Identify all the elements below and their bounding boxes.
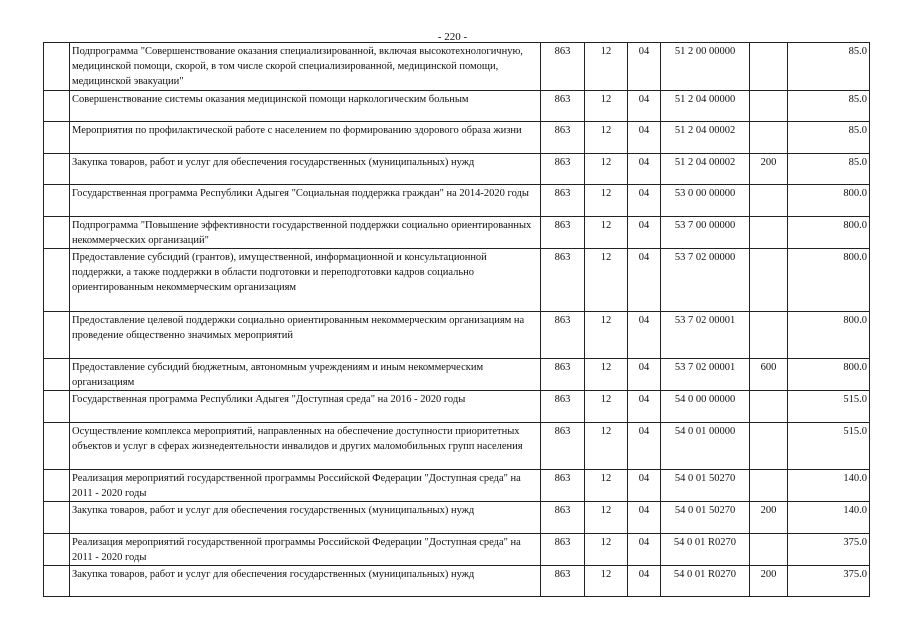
row-subsection: 04: [628, 391, 661, 423]
row-target: 54 0 00 00000: [661, 391, 750, 423]
row-section: 12: [585, 391, 628, 423]
table-row: [44, 312, 870, 359]
row-amount: 85.0: [788, 91, 870, 122]
table-row: [44, 423, 870, 470]
blank-cell: [44, 43, 70, 91]
row-code: 863: [541, 423, 585, 470]
row-code: 863: [541, 391, 585, 423]
table-row: [44, 249, 870, 312]
row-target: 51 2 04 00002: [661, 154, 750, 185]
row-subsection: 04: [628, 122, 661, 154]
table-row: [44, 217, 870, 249]
table-row: [44, 122, 870, 154]
blank-cell: [44, 359, 70, 391]
table-row: [44, 185, 870, 217]
row-section: 12: [585, 423, 628, 470]
table-row: [44, 359, 870, 391]
row-exp-type: [750, 470, 788, 502]
row-amount: 140.0: [788, 502, 870, 534]
row-section: 12: [585, 249, 628, 312]
row-exp-type: 200: [750, 502, 788, 534]
row-target: 53 7 02 00001: [661, 312, 750, 359]
row-code: 863: [541, 502, 585, 534]
row-exp-type: [750, 312, 788, 359]
blank-cell: [44, 91, 70, 122]
row-section: 12: [585, 470, 628, 502]
row-subsection: 04: [628, 359, 661, 391]
row-name: Предоставление целевой поддержки социально ориентированным некоммерческим организациям на проведение общественно значимых мероприятий: [70, 312, 541, 359]
table-row: [44, 154, 870, 185]
table-row: [44, 43, 870, 91]
row-name: Осуществление комплекса мероприятий, направленных на обеспечение доступности приоритетных объектов и услуг в сферах жизнедеятельности инвалидов и других маломобильных групп населения: [70, 423, 541, 470]
row-amount: 515.0: [788, 423, 870, 470]
row-subsection: 04: [628, 534, 661, 566]
blank-cell: [44, 423, 70, 470]
row-code: 863: [541, 43, 585, 91]
row-subsection: 04: [628, 249, 661, 312]
row-amount: 85.0: [788, 154, 870, 185]
blank-cell: [44, 154, 70, 185]
row-exp-type: [750, 249, 788, 312]
row-exp-type: 600: [750, 359, 788, 391]
blank-cell: [44, 470, 70, 502]
row-exp-type: [750, 43, 788, 91]
blank-cell: [44, 566, 70, 597]
blank-cell: [44, 534, 70, 566]
blank-cell: [44, 312, 70, 359]
row-amount: 800.0: [788, 359, 870, 391]
row-name: Государственная программа Республики Адыгея "Доступная среда" на 2016 - 2020 годы: [70, 391, 541, 423]
row-name: Закупка товаров, работ и услуг для обеспечения государственных (муниципальных) нужд: [70, 154, 541, 185]
row-section: 12: [585, 91, 628, 122]
row-code: 863: [541, 312, 585, 359]
table-row: [44, 470, 870, 502]
row-target: 53 7 02 00001: [661, 359, 750, 391]
row-subsection: 04: [628, 43, 661, 91]
row-exp-type: [750, 534, 788, 566]
row-section: 12: [585, 154, 628, 185]
row-name: Закупка товаров, работ и услуг для обеспечения государственных (муниципальных) нужд: [70, 566, 541, 597]
row-section: 12: [585, 359, 628, 391]
row-section: 12: [585, 217, 628, 249]
row-exp-type: [750, 91, 788, 122]
row-name: Подпрограмма "Повышение эффективности государственной поддержки социально ориентированных некоммерческих организаций": [70, 217, 541, 249]
row-section: 12: [585, 566, 628, 597]
row-exp-type: [750, 185, 788, 217]
row-name: Закупка товаров, работ и услуг для обеспечения государственных (муниципальных) нужд: [70, 502, 541, 534]
row-name: Реализация мероприятий государственной программы Российской Федерации "Доступная среда" на 2011 - 2020 годы: [70, 470, 541, 502]
blank-cell: [44, 122, 70, 154]
row-section: 12: [585, 185, 628, 217]
row-target: 54 0 01 50270: [661, 502, 750, 534]
row-code: 863: [541, 91, 585, 122]
page-number: - 220 -: [437, 31, 468, 43]
row-section: 12: [585, 534, 628, 566]
row-subsection: 04: [628, 423, 661, 470]
row-name: Подпрограмма "Совершенствование оказания специализированной, включая высокотехнологичную, медицинской помощи, скорой, в том числе скорой специализированной, медицинской помощи, медицинской эвакуации": [70, 43, 541, 91]
row-code: 863: [541, 566, 585, 597]
row-exp-type: [750, 423, 788, 470]
row-target: 53 7 00 00000: [661, 217, 750, 249]
table-row: [44, 502, 870, 534]
table-row: [44, 534, 870, 566]
row-subsection: 04: [628, 502, 661, 534]
blank-cell: [44, 502, 70, 534]
row-subsection: 04: [628, 185, 661, 217]
row-amount: 375.0: [788, 534, 870, 566]
row-target: 53 7 02 00000: [661, 249, 750, 312]
row-target: 51 2 04 00002: [661, 122, 750, 154]
row-exp-type: [750, 122, 788, 154]
row-name: Мероприятия по профилактической работе с населением по формированию здорового образа жизни: [70, 122, 541, 154]
row-subsection: 04: [628, 566, 661, 597]
row-exp-type: [750, 391, 788, 423]
row-target: 54 0 01 50270: [661, 470, 750, 502]
row-code: 863: [541, 217, 585, 249]
row-section: 12: [585, 312, 628, 359]
row-section: 12: [585, 43, 628, 91]
row-code: 863: [541, 534, 585, 566]
row-target: 54 0 01 00000: [661, 423, 750, 470]
row-subsection: 04: [628, 154, 661, 185]
row-name: Реализация мероприятий государственной программы Российской Федерации "Доступная среда" на 2011 - 2020 годы: [70, 534, 541, 566]
row-amount: 140.0: [788, 470, 870, 502]
row-code: 863: [541, 122, 585, 154]
row-amount: 800.0: [788, 217, 870, 249]
row-amount: 800.0: [788, 185, 870, 217]
blank-cell: [44, 391, 70, 423]
row-subsection: 04: [628, 312, 661, 359]
row-amount: 85.0: [788, 122, 870, 154]
row-amount: 515.0: [788, 391, 870, 423]
table-row: [44, 91, 870, 122]
blank-cell: [44, 185, 70, 217]
row-target: 51 2 04 00000: [661, 91, 750, 122]
row-subsection: 04: [628, 91, 661, 122]
row-amount: 800.0: [788, 312, 870, 359]
row-code: 863: [541, 185, 585, 217]
row-amount: 800.0: [788, 249, 870, 312]
row-target: 53 0 00 00000: [661, 185, 750, 217]
row-target: 54 0 01 R0270: [661, 534, 750, 566]
row-amount: 375.0: [788, 566, 870, 597]
row-section: 12: [585, 122, 628, 154]
row-code: 863: [541, 359, 585, 391]
row-exp-type: 200: [750, 566, 788, 597]
table-row: [44, 391, 870, 423]
row-target: 51 2 00 00000: [661, 43, 750, 91]
row-code: 863: [541, 470, 585, 502]
row-exp-type: [750, 217, 788, 249]
row-name: Государственная программа Республики Адыгея "Социальная поддержка граждан" на 2014-2020 годы: [70, 185, 541, 217]
row-name: Предоставление субсидий (грантов), имущественной, информационной и консультационной поддержки, а также поддержки в области подготовки и переподготовки кадров социально ориентированным некоммерческим организациям: [70, 249, 541, 312]
budget-table: [43, 42, 870, 597]
row-exp-type: 200: [750, 154, 788, 185]
blank-cell: [44, 249, 70, 312]
row-section: 12: [585, 502, 628, 534]
table-row: [44, 566, 870, 597]
row-code: 863: [541, 249, 585, 312]
row-name: Совершенствование системы оказания медицинской помощи наркологическим больным: [70, 91, 541, 122]
blank-cell: [44, 217, 70, 249]
row-target: 54 0 01 R0270: [661, 566, 750, 597]
row-code: 863: [541, 154, 585, 185]
row-subsection: 04: [628, 217, 661, 249]
row-amount: 85.0: [788, 43, 870, 91]
row-subsection: 04: [628, 470, 661, 502]
row-name: Предоставление субсидий бюджетным, автономным учреждениям и иным некоммерческим организациям: [70, 359, 541, 391]
